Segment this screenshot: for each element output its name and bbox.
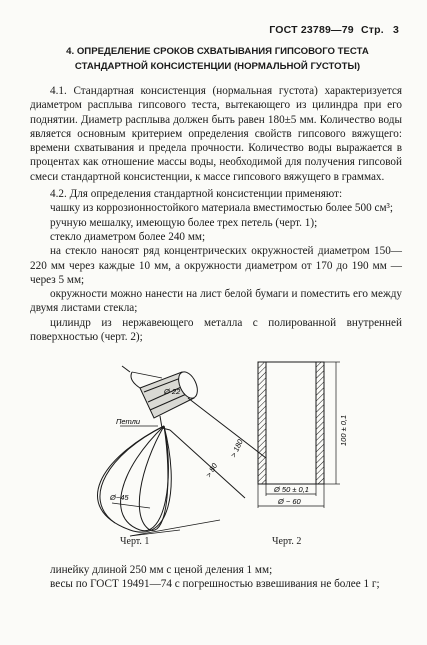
section-title-line1: 4. ОПРЕДЕЛЕНИЕ СРОКОВ СХВАТЫВАНИЯ ГИПСОВОГО ТЕСТА: [66, 46, 369, 57]
body-text-continued: [30, 563, 402, 592]
paragraph-4-1: 4.1. Стандартная консистенция (нормальная густота) характеризуется диаметром расплыва гипсового теста, вытекающего из цилиндра при его поднятии. Диаметр расплыва должен быть равен 180±5 мм. Количество воды является основным критерием определения свойств гипсового вяжущего: времени схватывания и предела прочности. Количество воды выражается в процентах как отношение массы воды, необходимой для получения гипсовой смеси стандартной консистенции, к массе гипсового вяжущего в граммах.: [30, 85, 402, 183]
list-item-bowl: чашку из коррозионностойкого материала вместимостью более 500 см³;: [50, 202, 393, 215]
figure1-caption: Черт. 1: [120, 536, 150, 547]
section-title: [40, 44, 395, 74]
list-item-circles: на стекло наносят ряд концентрических окружностей диаметром 150—220 мм через каждые 10 мм, а окружности диаметром от 170 до 190 мм — через 5 мм;: [30, 245, 402, 286]
page-label: Стр.: [360, 24, 384, 36]
figure2-caption: Черт. 2: [272, 536, 302, 547]
list-item-ruler: линейку длиной 250 мм с ценой деления 1 мм;: [50, 564, 273, 576]
handle-dia-label: Ø 22: [164, 387, 181, 396]
section-title-line2: СТАНДАРТНОЙ КОНСИСТЕНЦИИ (НОРМАЛЬНОЙ ГУСТОТЫ): [74, 61, 361, 72]
body-text: [30, 84, 402, 344]
length-label-2: > 180: [228, 437, 245, 459]
page-header: [265, 24, 399, 36]
paragraph-4-2: 4.2. Для определения стандартной консистенции применяют:: [50, 188, 343, 201]
cylinder-drawing: [248, 350, 368, 520]
loops-label: Петли: [116, 417, 141, 426]
list-item-scales: весы по ГОСТ 19491—74 с погрешностью взвешивания не более 1 г;: [50, 578, 380, 591]
whisk-drawing: [70, 358, 270, 543]
list-item-cylinder: цилиндр из нержавеющего металла с полированной внутренней поверхностью (черт. 2);: [30, 316, 402, 344]
list-item-whisk: ручную мешалку, имеющую более трех петель (черт. 1);: [50, 216, 318, 229]
page-number: 3: [392, 24, 399, 36]
outer-dia-label: Ø ~ 60: [278, 497, 301, 506]
standard-number: ГОСТ 23789—79: [269, 24, 354, 36]
inner-dia-label: Ø 50 ± 0,1: [274, 485, 309, 494]
cylinder-height-label: 100 ± 0,1: [339, 414, 348, 446]
length-label-1: > 80: [203, 461, 220, 479]
list-item-paper: окружности можно нанести на лист белой бумаги и поместить его между двумя листами стекла;: [30, 288, 402, 315]
whisk-dia-label: Ø~45: [110, 493, 129, 502]
figures: [0, 358, 427, 558]
list-item-glass: стекло диаметром более 240 мм;: [50, 230, 206, 243]
